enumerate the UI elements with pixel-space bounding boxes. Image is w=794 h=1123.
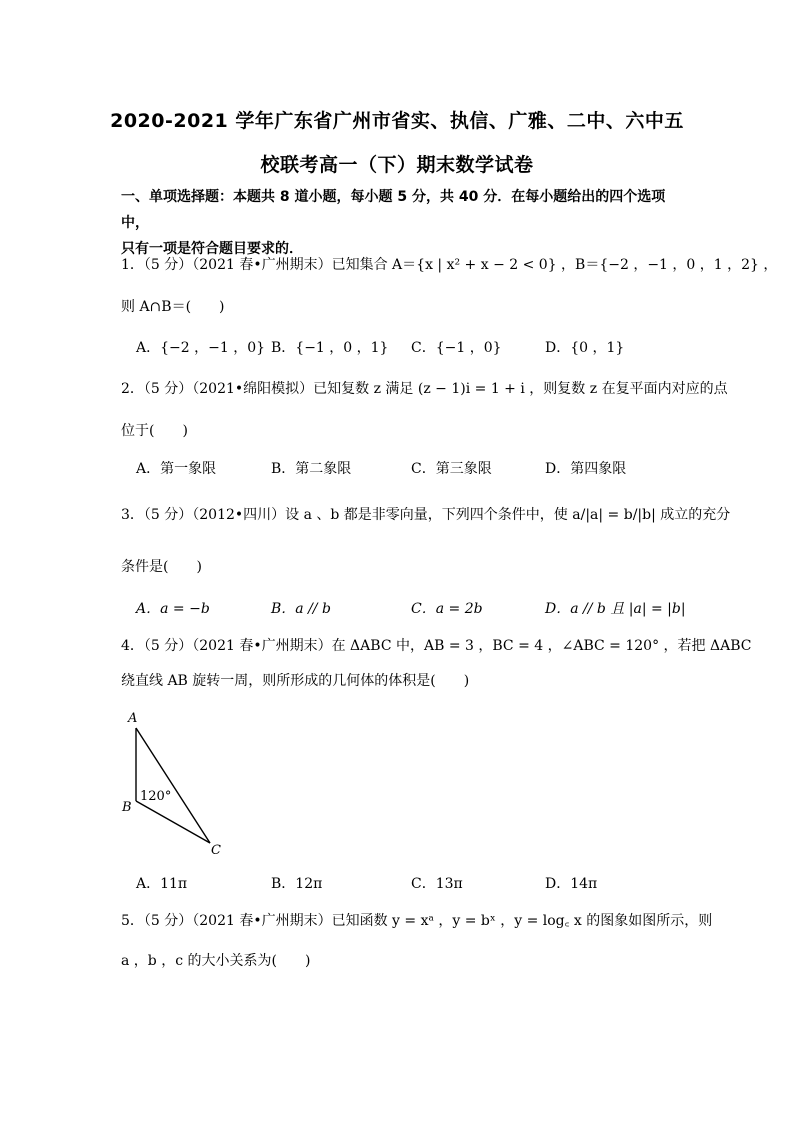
- question-1-option-b: B．{−1 ，0 ，1}: [271, 340, 389, 356]
- question-3-option-b: B．a // b: [271, 601, 331, 617]
- section-heading-line-1: 一、单项选择题：本题共 8 道小题，每小题 5 分，共 40 分．在每小题给出的四个选项中，: [121, 189, 666, 231]
- question-2-stem-line-1: 2．（5 分）（2021•绵阳模拟）已知复数 z 满足 (z − 1)i = 1 + i ，则复数 z 在复平面内对应的点: [121, 381, 728, 397]
- question-1-stem-line-1: 1．（5 分）（2021 春•广州期末）已知集合 A＝{x | x² + x − 2 < 0} ，B＝{−2 ，−1 ，0 ，1 ，2} ，: [121, 257, 778, 273]
- question-2-option-b: B．第二象限: [271, 461, 352, 477]
- exam-title-line-2: 校联考高一（下）期末数学试卷: [260, 154, 534, 176]
- question-3-option-a: A．a = −b: [136, 601, 210, 617]
- question-1-option-c: C．{−1 ，0}: [411, 340, 502, 356]
- question-3-stem-line-1: 3．（5 分）（2012•四川）设 a 、b 都是非零向量，下列四个条件中，使 a/|a| = b/|b| 成立的充分: [121, 507, 731, 523]
- question-5-stem-line-1: 5．（5 分）（2021 春•广州期末）已知函数 y = xᵃ ，y = bˣ ，y = log꜀ x 的图象如图所示，则: [121, 913, 713, 929]
- question-3-option-d: D．a // b 且 |a| = |b|: [545, 601, 686, 617]
- angle-label-120: 120°: [140, 789, 172, 804]
- question-2-option-d: D．第四象限: [545, 461, 627, 477]
- question-1-option-a: A．{−2 ，−1 ，0}: [136, 340, 266, 356]
- vertex-label-b: B: [122, 800, 132, 815]
- side-ac: [136, 728, 210, 843]
- question-3-option-c: C．a = 2b: [411, 601, 483, 617]
- question-4-option-c: C．13π: [411, 876, 463, 892]
- side-bc: [136, 801, 210, 843]
- vertex-label-c: C: [211, 843, 221, 858]
- question-4-option-d: D．14π: [545, 876, 598, 892]
- question-5-stem-line-2: a ，b ，c 的大小关系为( ): [121, 953, 311, 969]
- question-4-stem-line-2: 绕直线 AB 旋转一周，则所形成的几何体的体积是( ): [121, 673, 470, 689]
- section-heading-line-2: 只有一项是符合题目要求的．: [121, 241, 303, 257]
- question-4-option-a: A．11π: [136, 876, 188, 892]
- question-1-stem-line-2: 则 A∩B＝( ): [121, 299, 225, 315]
- question-2-option-a: A．第一象限: [136, 461, 217, 477]
- question-4-stem-line-1: 4．（5 分）（2021 春•广州期末）在 ΔABC 中，AB = 3 ，BC = 4 ，∠ABC = 120° ，若把 ΔABC: [121, 638, 752, 654]
- question-3-stem-line-2: 条件是( ): [121, 559, 202, 575]
- question-2-option-c: C．第三象限: [411, 461, 492, 477]
- exam-title-line-1: 2020-2021 学年广东省广州市省实、执信、广雅、二中、六中五: [110, 110, 684, 132]
- question-1-option-d: D．{0 ，1}: [545, 340, 625, 356]
- vertex-label-a: A: [128, 711, 138, 726]
- section-heading: [121, 184, 681, 262]
- question-4-option-b: B．12π: [271, 876, 323, 892]
- question-2-stem-line-2: 位于( ): [121, 423, 188, 439]
- triangle-abc-figure: [118, 708, 238, 858]
